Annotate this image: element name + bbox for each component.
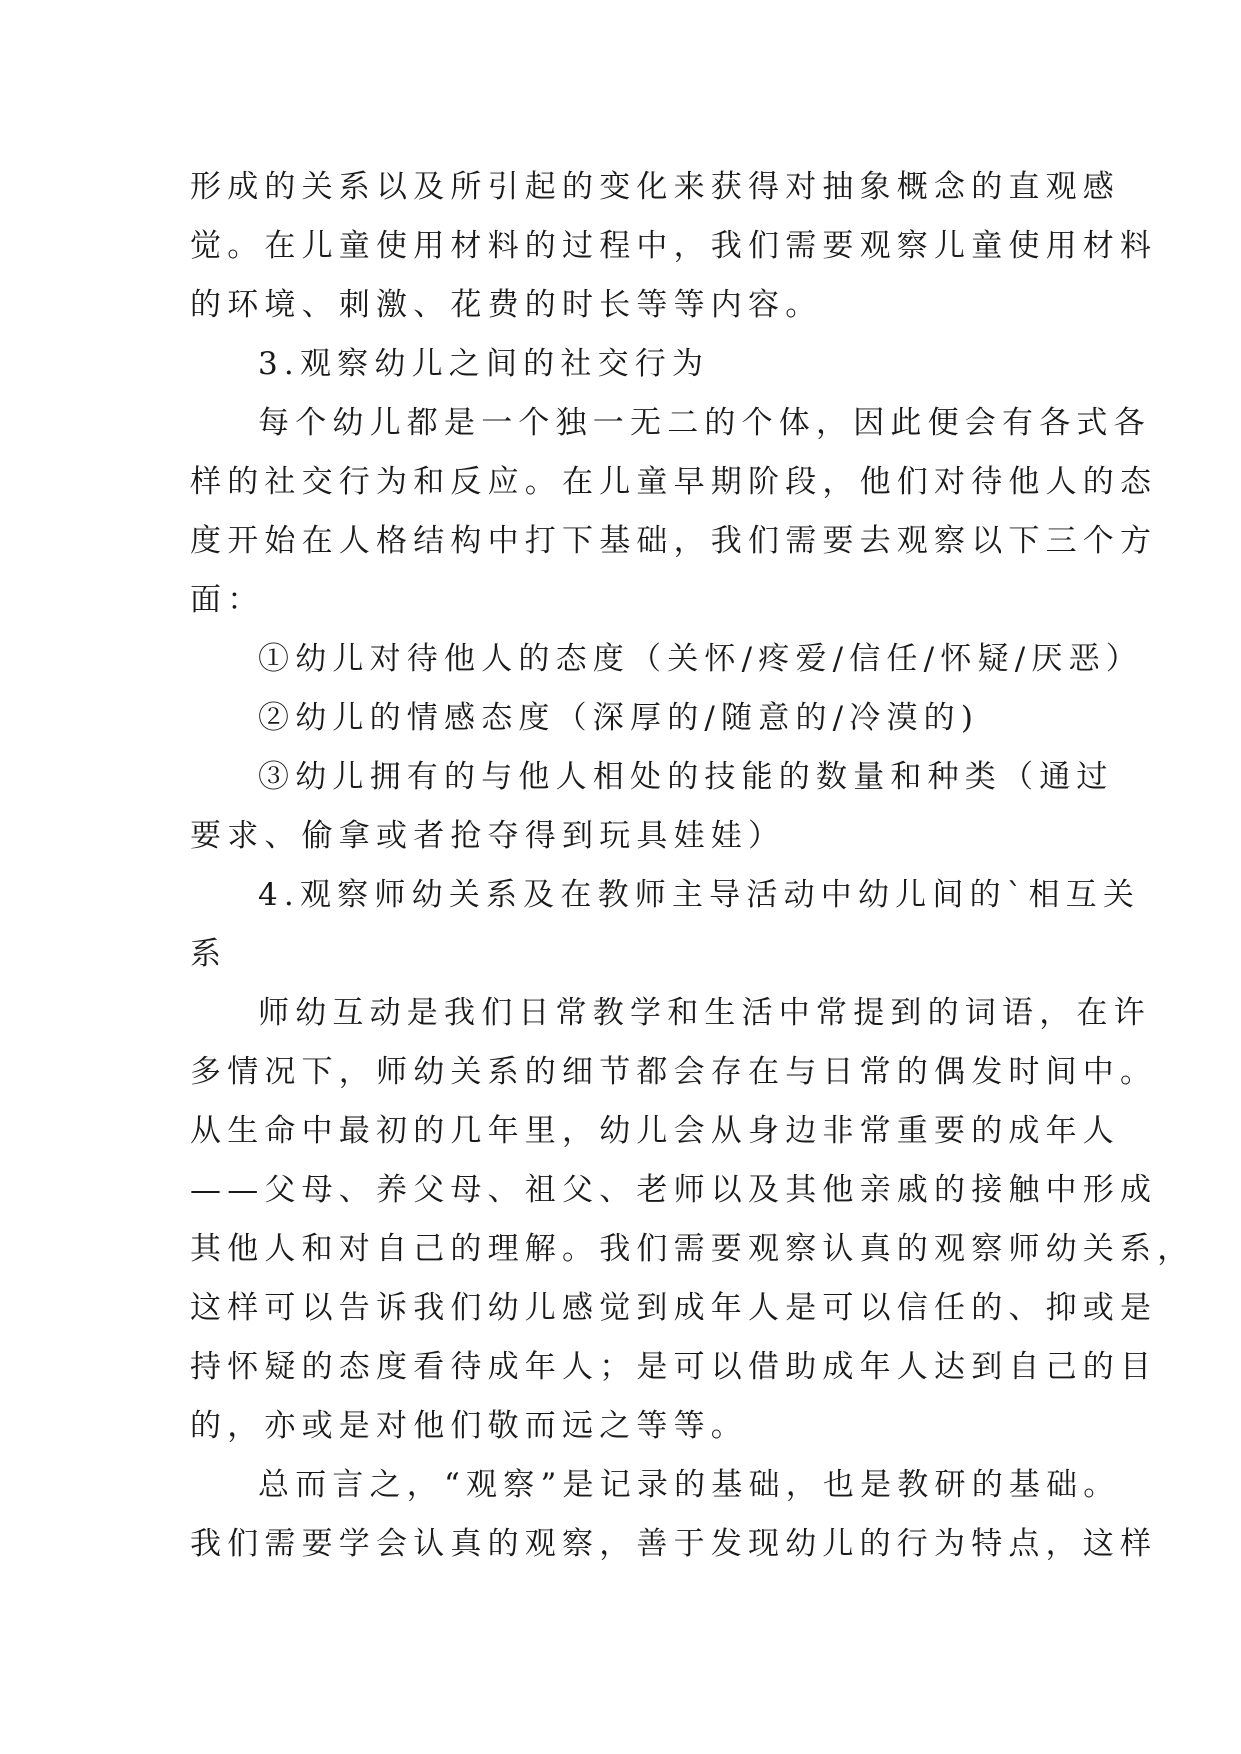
- text-line: 度开始在人格结构中打下基础，我们需要去观察以下三个方: [190, 523, 1158, 559]
- section-heading-3: 3.观察幼儿之间的社交行为: [258, 346, 710, 382]
- text-line: 从生命中最初的几年里，幼儿会从身边非常重要的成年人: [190, 1113, 1120, 1149]
- text-line: 我们需要学会认真的观察，善于发现幼儿的行为特点，这样: [190, 1526, 1158, 1562]
- text-line: 这样可以告诉我们幼儿感觉到成年人是可以信任的、抑或是: [190, 1290, 1158, 1326]
- text-line: 其他人和对自己的理解。我们需要观察认真的观察师幼关系，: [190, 1231, 1195, 1267]
- document-body: [190, 158, 1195, 1574]
- text-line: 觉。在儿童使用材料的过程中，我们需要观察儿童使用材料: [190, 228, 1158, 264]
- list-item-2: ②幼儿的情感态度（深厚的/随意的/冷漠的): [258, 700, 980, 736]
- list-item-1: ①幼儿对待他人的态度（关怀/疼爱/信任/怀疑/厌恶）: [258, 641, 1143, 677]
- text-line: 要求、偷拿或者抢夺得到玩具娃娃）: [190, 818, 786, 854]
- list-item-3: ③幼儿拥有的与他人相处的技能的数量和种类（通过: [258, 759, 1114, 795]
- section-heading-4: 4.观察师幼关系及在教师主导活动中幼儿间的`相互关: [258, 877, 1141, 913]
- text-line: 的，亦或是对他们敬而远之等等。: [190, 1408, 748, 1444]
- text-line: 多情况下，师幼关系的细节都会存在与日常的偶发时间中。: [190, 1054, 1158, 1090]
- text-line: 形成的关系以及所引起的变化来获得对抽象概念的直观感: [190, 169, 1120, 205]
- text-line: 的环境、刺激、花费的时长等等内容。: [190, 287, 823, 323]
- text-line: 总而言之，“观察”是记录的基础，也是教研的基础。: [258, 1467, 1121, 1503]
- text-line: 每个幼儿都是一个独一无二的个体，因此便会有各式各: [258, 405, 1151, 441]
- text-line: 师幼互动是我们日常教学和生活中常提到的词语，在许: [258, 995, 1151, 1031]
- text-line: 系: [190, 936, 228, 972]
- text-line: 面：: [190, 582, 265, 618]
- text-line: 样的社交行为和反应。在儿童早期阶段，他们对待他人的态: [190, 464, 1158, 500]
- text-line: 持怀疑的态度看待成年人；是可以借助成年人达到自己的目: [190, 1349, 1158, 1385]
- text-line: ——父母、养父母、祖父、老师以及其他亲戚的接触中形成: [190, 1172, 1158, 1208]
